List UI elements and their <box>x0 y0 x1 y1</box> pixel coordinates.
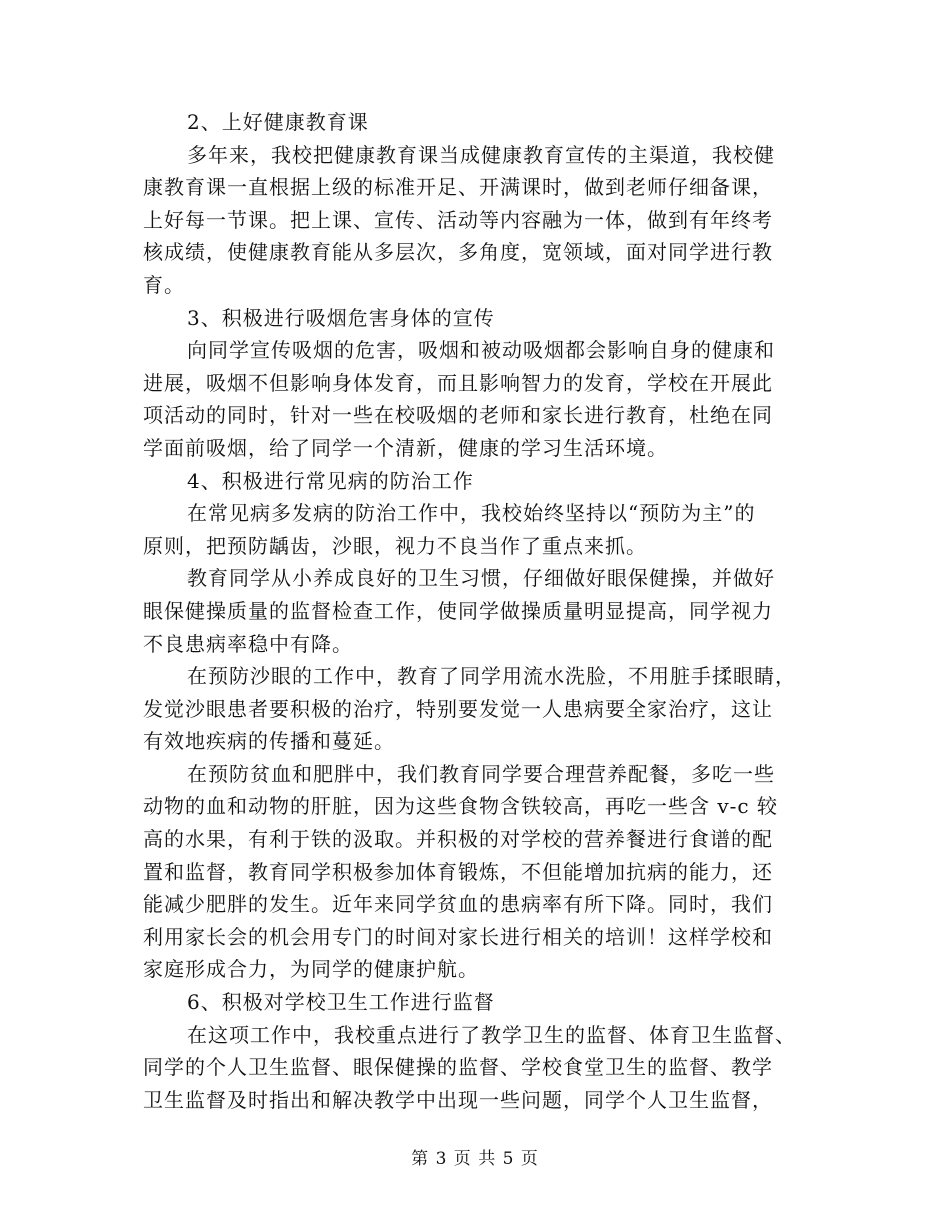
text-line: 向同学宣传吸烟的危害，吸烟和被动吸烟都会影响自身的健康和 <box>187 338 775 363</box>
text-line: 康教育课一直根据上级的标准开足、开满课时，做到老师仔细备课， <box>143 175 773 200</box>
text-line: 上好每一节课。把上课、宣传、活动等内容融为一体，做到有年终考 <box>143 207 773 232</box>
text-line: 进展，吸烟不但影响身体发育，而且影响智力的发育，学校在开展此 <box>143 370 773 395</box>
text-line: 有效地疾病的传播和蔓延。 <box>143 729 395 754</box>
text-line: 项活动的同时，针对一些在校吸烟的老师和家长进行教育，杜绝在同 <box>143 403 773 428</box>
text-line: 核成绩，使健康教育能从多层次，多角度，宽领域，面对同学进行教 <box>143 240 773 265</box>
text-line: 在预防贫血和肥胖中，我们教育同学要合理营养配餐，多吃一些 <box>187 761 775 786</box>
text-line: 能减少肥胖的发生。近年来同学贫血的患病率有所下降。同时，我们 <box>143 892 773 917</box>
text-line: 多年来，我校把健康教育课当成健康教育宣传的主渠道，我校健 <box>187 142 775 167</box>
text-line: 4、积极进行常见病的防治工作 <box>187 468 474 493</box>
text-line: 发觉沙眼患者要积极的治疗，特别要发觉一人患病要全家治疗，这让 <box>143 696 773 721</box>
page-footer: 第 3 页 共 5 页 <box>411 1149 539 1169</box>
text-line: 卫生监督及时指出和解决教学中出现一些问题，同学个人卫生监督， <box>143 1087 773 1112</box>
document-body <box>143 106 807 1116</box>
text-line: 原则，把预防龋齿，沙眼，视力不良当作了重点来抓。 <box>143 533 647 558</box>
text-line: 6、积极对学校卫生工作进行监督 <box>187 990 495 1015</box>
text-line: 家庭形成合力，为同学的健康护航。 <box>143 957 479 982</box>
text-line: 在常见病多发病的防治工作中，我校始终坚持以“预防为主”的 <box>187 501 756 526</box>
text-line: 3、积极进行吸烟危害身体的宣传 <box>187 305 495 330</box>
text-line: 2、上好健康教育课 <box>187 110 369 134</box>
text-line: 动物的血和动物的肝脏，因为这些食物含铁较高，再吃一些含 v-c 较 <box>143 794 778 819</box>
text-line: 高的水果，有利于铁的汲取。并积极的对学校的营养餐进行食谱的配 <box>143 827 773 852</box>
text-line: 同学的个人卫生监督、眼保健操的监督、学校食堂卫生的监督、教学 <box>143 1055 773 1080</box>
text-line: 眼保健操质量的监督检查工作，使同学做操质量明显提高，同学视力 <box>143 598 773 623</box>
text-line: 在这项工作中，我校重点进行了教学卫生的监督、体育卫生监督、 <box>187 1022 796 1047</box>
text-line: 不良患病率稳中有降。 <box>143 631 353 656</box>
text-line: 教育同学从小养成良好的卫生习惯，仔细做好眼保健操，并做好 <box>187 566 775 591</box>
text-line: 学面前吸烟，给了同学一个清新，健康的学习生活环境。 <box>143 435 668 460</box>
text-line: 利用家长会的机会用专门的时间对家长进行相关的培训！这样学校和 <box>143 924 773 949</box>
text-line: 育。 <box>143 272 185 297</box>
text-line: 在预防沙眼的工作中，教育了同学用流水洗脸，不用脏手揉眼睛， <box>187 664 796 689</box>
text-line: 置和监督，教育同学积极参加体育锻炼，不但能增加抗病的能力，还 <box>143 859 773 884</box>
